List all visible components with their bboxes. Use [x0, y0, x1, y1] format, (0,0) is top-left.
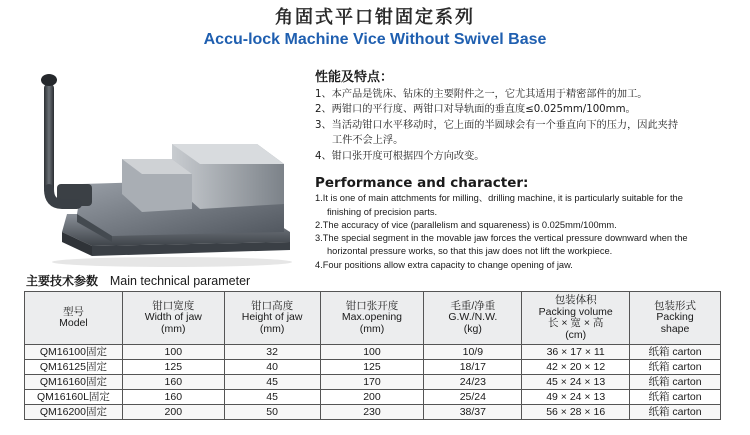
cell-packing-volume: 42 × 20 × 12 — [522, 360, 630, 375]
cell-weight: 10/9 — [424, 345, 522, 360]
features-en-heading: Performance and character: — [315, 175, 529, 191]
features-cn-item: 3、当活动钳口水平移动时，它上面的半圆球会有一个垂直向下的压力，因此夹持 — [315, 119, 679, 131]
cell-model: QM16100固定 — [25, 345, 123, 360]
features-cn-item: 4、钳口张开度可根据四个方向改变。 — [315, 150, 485, 162]
cell-packing-shape: 纸箱 carton — [630, 375, 721, 390]
cell-weight: 18/17 — [424, 360, 522, 375]
column-header-width: 钳口宽度 Width of jaw (mm) — [122, 292, 224, 345]
features-en-item: 2.The accuracy of vice (parallelism and squareness) is 0.025mm/100mm. — [315, 219, 617, 230]
cell-width: 200 — [122, 405, 224, 420]
cell-height: 40 — [224, 360, 320, 375]
column-header-height: 钳口高度 Height of jaw (mm) — [224, 292, 320, 345]
features-cn-item: 1、本产品是铣床、钻床的主要附件之一，它尤其适用于精密部件的加工。 — [315, 88, 648, 100]
cell-height: 50 — [224, 405, 320, 420]
cell-packing-shape: 纸箱 carton — [630, 405, 721, 420]
cell-packing-shape: 纸箱 carton — [630, 345, 721, 360]
column-header-packing-shape: 包装形式 Packing shape — [630, 292, 721, 345]
table-row — [25, 345, 721, 360]
page-title-en: Accu-lock Machine Vice Without Swivel Base — [203, 31, 547, 48]
page-title-cn: 角固式平口钳固定系列 — [275, 7, 475, 28]
table-header-row — [25, 292, 721, 345]
cell-width: 100 — [122, 345, 224, 360]
table-row — [25, 390, 721, 405]
features-cn-heading: 性能及特点： — [315, 70, 394, 85]
table-row — [25, 360, 721, 375]
cell-model: QM16160固定 — [25, 375, 123, 390]
spec-title-cn: 主要技术参数 — [26, 274, 99, 288]
cell-model: QM16200固定 — [25, 405, 123, 420]
cell-packing-volume: 45 × 24 × 13 — [522, 375, 630, 390]
cell-packing-volume: 36 × 17 × 11 — [522, 345, 630, 360]
spec-table — [24, 291, 721, 420]
column-header-weight: 毛重/净重 G.W./N.W. (kg) — [424, 292, 522, 345]
table-row — [25, 375, 721, 390]
cell-weight: 38/37 — [424, 405, 522, 420]
table-row — [25, 405, 721, 420]
features-cn-item: 工件不会上浮。 — [332, 135, 404, 146]
cell-packing-shape: 纸箱 carton — [630, 390, 721, 405]
cell-model: QM16160L固定 — [25, 390, 123, 405]
cell-width: 160 — [122, 375, 224, 390]
cell-weight: 25/24 — [424, 390, 522, 405]
cell-opening: 100 — [320, 345, 424, 360]
cell-height: 32 — [224, 345, 320, 360]
cell-model: QM16125固定 — [25, 360, 123, 375]
spec-title-en: Main technical parameter — [109, 274, 251, 288]
cell-opening: 230 — [320, 405, 424, 420]
features-en-item: finishing of precision parts. — [327, 206, 438, 217]
features-cn — [315, 70, 735, 164]
cell-weight: 24/23 — [424, 375, 522, 390]
features-cn-item: 2、两钳口的平行度、两钳口对导轨面的垂直度≤0.025mm/100mm。 — [315, 104, 636, 115]
cell-opening: 170 — [320, 375, 424, 390]
features-en-item: 3.The special segment in the movable jaw forces the vertical pressure downward when the — [315, 233, 688, 244]
spec-title — [26, 272, 250, 289]
cell-opening: 200 — [320, 390, 424, 405]
column-header-opening: 钳口张开度 Max.opening (mm) — [320, 292, 424, 345]
cell-packing-volume: 56 × 28 × 16 — [522, 405, 630, 420]
features-en — [315, 177, 735, 272]
cell-height: 45 — [224, 390, 320, 405]
cell-packing-shape: 纸箱 carton — [630, 360, 721, 375]
features-en-item: 4.Four positions allow extra capacity to change opening of jaw. — [315, 259, 573, 270]
features-en-item: 1.It is one of main attchments for milling、drilling machine, it is particularly suitable for the — [315, 193, 683, 204]
cell-width: 160 — [122, 390, 224, 405]
cell-packing-volume: 49 × 24 × 13 — [522, 390, 630, 405]
cell-width: 125 — [122, 360, 224, 375]
cell-opening: 125 — [320, 360, 424, 375]
features-en-item: horizontal pressure works, so that this jaw does not lift the workpiece. — [327, 246, 613, 257]
column-header-packing-volume: 包装体积 Packing volume 长 × 宽 × 高 (cm) — [522, 292, 630, 345]
column-header-model: 型号 Model — [25, 292, 123, 345]
cell-height: 45 — [224, 375, 320, 390]
machine-vice-image — [22, 64, 312, 269]
